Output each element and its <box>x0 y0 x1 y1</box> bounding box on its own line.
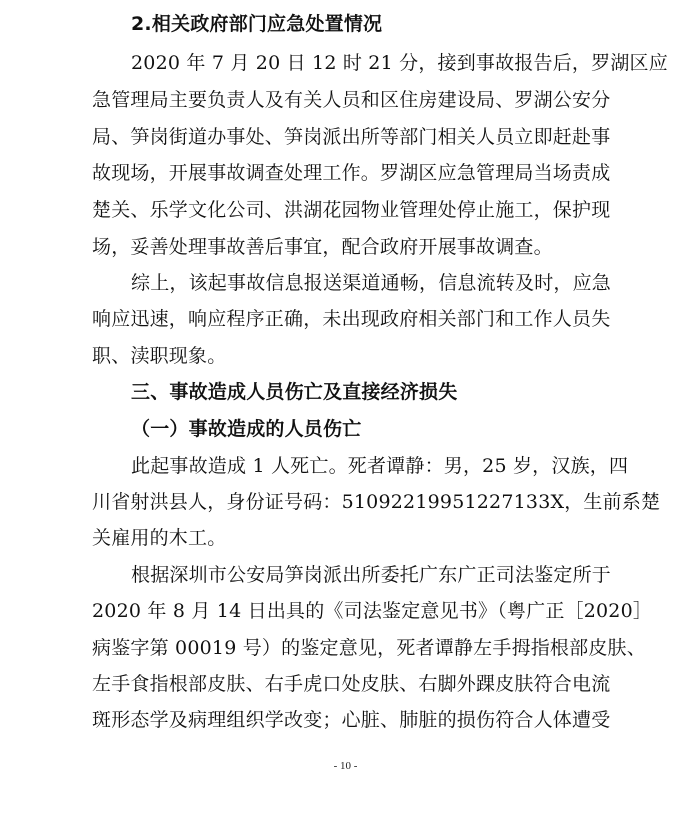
paragraph-1-line-4: 故现场，开展事故调查处理工作。罗湖区应急管理局当场责成 <box>92 162 611 184</box>
subsection-1-heading: （一）事故造成的人员伤亡 <box>131 418 362 440</box>
paragraph-3-line-3: 关雇用的木工。 <box>92 527 227 549</box>
paragraph-4-line-1: 根据深圳市公安局笋岗派出所委托广东广正司法鉴定所于 <box>131 564 612 586</box>
paragraph-2-line-2: 响应迅速，响应程序正确，未出现政府相关部门和工作人员失 <box>92 308 611 330</box>
paragraph-4-line-2: 2020 年 8 月 14 日出具的《司法鉴定意见书》（粤广正［2020］ <box>92 600 653 622</box>
paragraph-1-line-6: 场，妥善处理事故善后事宜，配合政府开展事故调查。 <box>92 236 553 258</box>
paragraph-4-line-5: 斑形态学及病理组织学改变；心脏、肺脏的损伤符合人体遭受 <box>92 709 611 731</box>
page-number: - 10 - <box>333 760 358 772</box>
paragraph-3-line-2: 川省射洪县人，身份证号码：51092219951227133X，生前系楚 <box>92 491 661 513</box>
section-2-heading: 2.相关政府部门应急处置情况 <box>131 13 383 35</box>
paragraph-2-line-1: 综上，该起事故信息报送渠道通畅，信息流转及时，应急 <box>131 272 612 294</box>
paragraph-4-line-4: 左手食指根部皮肤、右手虎口处皮肤、右脚外踝皮肤符合电流 <box>92 673 611 695</box>
paragraph-4-line-3: 病鉴字第 00019 号）的鉴定意见，死者谭静左手拇指根部皮肤、 <box>92 637 646 659</box>
paragraph-1-line-2: 急管理局主要负责人及有关人员和区住房建设局、罗湖公安分 <box>92 89 611 111</box>
paragraph-2-line-3: 职、渎职现象。 <box>92 345 227 367</box>
paragraph-3-line-1: 此起事故造成 1 人死亡。死者谭静：男，25 岁，汉族，四 <box>131 455 629 477</box>
paragraph-1-line-5: 楚关、乐学文化公司、洪湖花园物业管理处停止施工，保护现 <box>92 199 611 221</box>
paragraph-1-line-3: 局、笋岗街道办事处、笋岗派出所等部门相关人员立即赶赴事 <box>92 126 611 148</box>
paragraph-1-line-1: 2020 年 7 月 20 日 12 时 21 分，接到事故报告后，罗湖区应 <box>131 52 668 74</box>
section-3-heading: 三、事故造成人员伤亡及直接经济损失 <box>131 381 458 403</box>
